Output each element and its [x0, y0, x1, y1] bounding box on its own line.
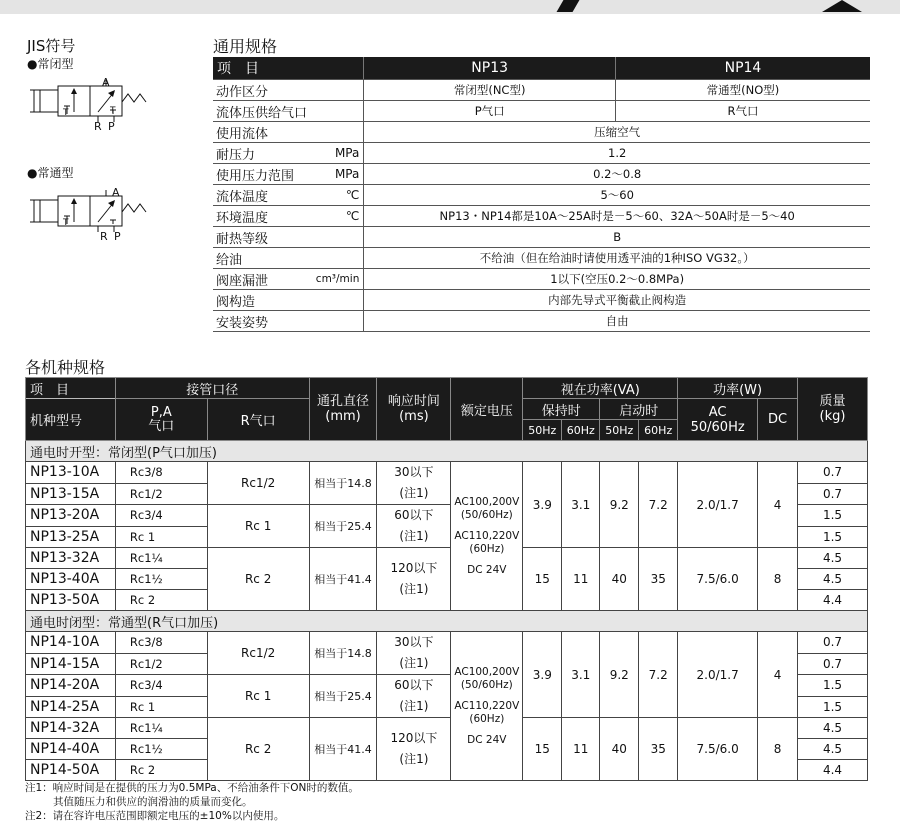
table-row [26, 718, 868, 739]
note-2: 注2：请在容许电压范围即额定电压的±10%以内使用。 [25, 810, 285, 822]
general-row-unit: cm³/min [316, 269, 364, 290]
general-row-unit: MPa [316, 143, 364, 164]
power-dc: 4 [758, 462, 798, 548]
response-b: (注1) [399, 582, 429, 596]
power-hold50: 15 [523, 718, 562, 781]
nc-port-t: T [63, 108, 69, 118]
r-port: Rc1/2 [207, 632, 309, 675]
power-start50: 40 [600, 718, 639, 781]
voltage-ac100-hz: (50/60Hz) [460, 678, 513, 691]
r-port: Rc 1 [207, 505, 309, 548]
power-ac: 2.0/1.7 [678, 462, 758, 548]
general-row [213, 290, 870, 311]
general-row [213, 143, 870, 164]
power-start60: 7.2 [639, 462, 678, 548]
nc-port-p: P [108, 120, 115, 133]
nc-port-a: A [102, 76, 110, 89]
general-row-unit: ℃ [316, 185, 364, 206]
response-label: 响应时间 [387, 394, 440, 409]
power-start50: 9.2 [600, 632, 639, 718]
voltage-dc24: DC 24V [467, 733, 507, 746]
general-header-np14: NP14 [615, 57, 870, 80]
general-row-label: 使用流体 [213, 122, 364, 143]
general-row [213, 311, 870, 332]
general-row-unit: ℃ [316, 206, 364, 227]
model-name: NP13-50A [26, 590, 116, 611]
model-name: NP14-40A [26, 739, 116, 760]
mass-value: 0.7 [798, 483, 868, 505]
general-header-row [213, 57, 870, 80]
table-row [26, 462, 868, 484]
response-a: 60以下 [394, 508, 434, 522]
voltage-ac100-hz: (50/60Hz) [460, 508, 513, 521]
voltage-ac100: AC100,200V [454, 495, 520, 508]
model-header-row-1 [26, 378, 868, 399]
voltage-ac110: AC110,220V [454, 699, 520, 712]
table-row [26, 548, 868, 569]
mass-value: 4.4 [798, 760, 868, 781]
section-row [26, 441, 868, 462]
nc-port-r: R [94, 120, 102, 133]
model-name: NP14-15A [26, 653, 116, 675]
orifice-value: 相当于14.8 [309, 632, 377, 675]
response-value [377, 505, 451, 548]
response-b: (注1) [399, 656, 429, 670]
general-spec-table [213, 57, 870, 332]
general-row-label: 流体温度 [213, 185, 316, 206]
orifice-value: 相当于41.4 [309, 718, 377, 781]
no-port-a: A [112, 186, 120, 199]
table-row [26, 632, 868, 654]
model-header-mass [798, 378, 868, 441]
general-row-unit: MPa [316, 164, 364, 185]
voltage-ac110-hz: (60Hz) [469, 712, 505, 725]
model-header-orifice [309, 378, 377, 441]
power-start50: 9.2 [600, 462, 639, 548]
jis-title: JIS符号 [27, 37, 76, 55]
model-spec-table [25, 377, 868, 781]
power-hold60: 3.1 [562, 462, 600, 548]
mass-value: 1.5 [798, 505, 868, 527]
power-hold60: 11 [562, 548, 600, 611]
model-header-ac [678, 399, 758, 441]
mass-value: 4.5 [798, 718, 868, 739]
general-row [213, 164, 870, 185]
general-row-value: 1.2 [364, 143, 870, 164]
response-value [377, 718, 451, 781]
general-row-np13: P气口 [364, 101, 616, 122]
general-row [213, 248, 870, 269]
r-port: Rc1/2 [207, 462, 309, 505]
general-row-value: 5〜60 [364, 185, 870, 206]
general-title: 通用规格 [213, 37, 278, 56]
general-row-label: 流体压供给气口 [213, 101, 364, 122]
general-row-label: 安装姿势 [213, 311, 364, 332]
no-port-r: R [100, 230, 108, 243]
model-name: NP13-10A [26, 462, 116, 484]
model-header-voltage: 额定电压 [451, 378, 523, 441]
power-start60: 35 [639, 718, 678, 781]
hold-60hz: 60Hz [562, 420, 600, 441]
general-row-value: 内部先导式平衡截止阀构造 [364, 290, 870, 311]
mass-value: 0.7 [798, 462, 868, 484]
general-row-label: 环境温度 [213, 206, 316, 227]
response-value [377, 632, 451, 675]
power-start50: 40 [600, 548, 639, 611]
general-row [213, 227, 870, 248]
note-1: 注1：响应时间是在提供的压力为0.5MPa、不给油条件下ON时的数值。 [25, 782, 359, 794]
section-label: 通电时开型：常闭型(P气口加压) [26, 441, 868, 462]
mass-value: 4.5 [798, 569, 868, 590]
voltage-dc24: DC 24V [467, 563, 507, 576]
model-header-start: 启动时 [600, 399, 678, 420]
top-deco-triangle [822, 0, 862, 12]
response-b: (注1) [399, 752, 429, 766]
model-header-port: 接管口径 [115, 378, 309, 399]
mass-value: 4.5 [798, 739, 868, 760]
pa-port: Rc 1 [115, 526, 207, 548]
no-port-p: P [114, 230, 121, 243]
pa-port: Rc 2 [115, 760, 207, 781]
pa-port: Rc1/2 [115, 483, 207, 505]
general-row-value: 压缩空气 [364, 122, 870, 143]
pa-port: Rc3/8 [115, 462, 207, 484]
orifice-value: 相当于25.4 [309, 505, 377, 548]
general-row [213, 185, 870, 206]
mass-value: 1.5 [798, 526, 868, 548]
general-row-label: 耐热等级 [213, 227, 364, 248]
no-port-t: T [63, 218, 69, 228]
pa-port: Rc1/2 [115, 653, 207, 675]
general-row [213, 122, 870, 143]
model-header-rport: R气口 [207, 399, 309, 441]
voltage-ac110: AC110,220V [454, 529, 520, 542]
mass-value: 1.5 [798, 675, 868, 697]
power-start60: 35 [639, 548, 678, 611]
general-header-item: 项 目 [213, 57, 364, 80]
mass-unit: (kg) [819, 409, 846, 424]
pa-port: Rc3/8 [115, 632, 207, 654]
power-ac: 7.5/6.0 [678, 718, 758, 781]
pa-port: Rc1½ [115, 739, 207, 760]
mass-value: 1.5 [798, 696, 868, 718]
pa-port: Rc1¼ [115, 548, 207, 569]
model-name: NP14-20A [26, 675, 116, 697]
power-hold50: 3.9 [523, 462, 562, 548]
r-port: Rc 2 [207, 548, 309, 611]
mass-value: 0.7 [798, 653, 868, 675]
pa-port: Rc3/4 [115, 505, 207, 527]
pa-port: Rc3/4 [115, 675, 207, 697]
model-name: NP13-15A [26, 483, 116, 505]
model-name: NP14-32A [26, 718, 116, 739]
orifice-unit: (mm) [325, 409, 361, 424]
general-row-value: B [364, 227, 870, 248]
general-row-value: 自由 [364, 311, 870, 332]
power-start60: 7.2 [639, 632, 678, 718]
voltage-value [451, 632, 523, 781]
power-dc: 4 [758, 632, 798, 718]
model-header-pa [115, 399, 207, 441]
response-a: 120以下 [390, 731, 438, 745]
model-header-model: 机种型号 [26, 399, 116, 441]
no-label: ●常通型 [27, 166, 74, 180]
response-a: 60以下 [394, 678, 434, 692]
power-ac: 7.5/6.0 [678, 548, 758, 611]
response-a: 30以下 [394, 635, 434, 649]
response-value [377, 548, 451, 611]
response-b: (注1) [399, 699, 429, 713]
pa-port: Rc 1 [115, 696, 207, 718]
power-hold50: 3.9 [523, 632, 562, 718]
power-hold60: 11 [562, 718, 600, 781]
section-row [26, 611, 868, 632]
general-row-np14: R气口 [615, 101, 870, 122]
pa-port: Rc 2 [115, 590, 207, 611]
hold-50hz: 50Hz [523, 420, 562, 441]
model-name: NP13-25A [26, 526, 116, 548]
general-row-value: 1以下(空压0.2〜0.8MPa) [364, 269, 870, 290]
general-row-value: 不给油（但在给油时请使用透平油的1种ISO VG32。） [364, 248, 870, 269]
model-spec-body [26, 441, 868, 781]
nc-port-t2: T [110, 106, 116, 116]
mass-value: 4.4 [798, 590, 868, 611]
note-1b: 其值随压力和供应的润滑油的质量而变化。 [53, 796, 253, 808]
orifice-value: 相当于41.4 [309, 548, 377, 611]
orifice-value: 相当于14.8 [309, 462, 377, 505]
power-dc: 8 [758, 718, 798, 781]
general-row-label: 阀座漏泄 [213, 269, 316, 290]
power-hold50: 15 [523, 548, 562, 611]
mass-value: 0.7 [798, 632, 868, 654]
general-row-value: 0.2〜0.8 [364, 164, 870, 185]
orifice-label: 通孔直径 [317, 394, 370, 409]
mass-value: 4.5 [798, 548, 868, 569]
general-header-np13: NP13 [364, 57, 616, 80]
model-header-response [377, 378, 451, 441]
model-name: NP13-20A [26, 505, 116, 527]
model-name: NP13-40A [26, 569, 116, 590]
start-60hz: 60Hz [639, 420, 678, 441]
power-ac: 2.0/1.7 [678, 632, 758, 718]
pa-label-2: 气口 [148, 418, 175, 434]
response-unit: (ms) [399, 409, 429, 424]
model-header-dc: DC [758, 399, 798, 441]
general-row [213, 206, 870, 227]
response-b: (注1) [399, 486, 429, 500]
voltage-ac110-hz: (60Hz) [469, 542, 505, 555]
mass-label: 质量 [819, 394, 846, 409]
r-port: Rc 1 [207, 675, 309, 718]
no-valve-symbol [20, 186, 170, 246]
model-header-item: 项 目 [26, 378, 116, 399]
pa-port: Rc1¼ [115, 718, 207, 739]
orifice-value: 相当于25.4 [309, 675, 377, 718]
general-row-value: NP13・NP14都是10A〜25A时是－5〜60、32A〜50A时是－5〜40 [364, 206, 870, 227]
r-port: Rc 2 [207, 718, 309, 781]
power-dc: 8 [758, 548, 798, 611]
pa-port: Rc1½ [115, 569, 207, 590]
general-row-np14: 常通型(NO型) [615, 80, 870, 101]
model-name: NP14-10A [26, 632, 116, 654]
general-row-label: 给油 [213, 248, 364, 269]
general-row [213, 101, 870, 122]
ac-hz-label: 50/60Hz [690, 419, 745, 435]
footnotes [25, 781, 359, 823]
nc-label: ●常闭型 [27, 57, 74, 71]
general-row-np13: 常闭型(NC型) [364, 80, 616, 101]
model-header-power: 功率(W) [678, 378, 798, 399]
model-header-hold: 保持时 [523, 399, 600, 420]
model-name: NP14-25A [26, 696, 116, 718]
ac-label: AC [708, 404, 727, 420]
pa-label: P,A [150, 404, 172, 420]
general-row-label: 阀构造 [213, 290, 364, 311]
general-row [213, 269, 870, 290]
general-row-label: 动作区分 [213, 80, 364, 101]
general-row-label: 耐压力 [213, 143, 316, 164]
voltage-ac100: AC100,200V [454, 665, 520, 678]
general-row-label: 使用压力范围 [213, 164, 316, 185]
general-row [213, 80, 870, 101]
top-banner [0, 0, 900, 14]
power-hold60: 3.1 [562, 632, 600, 718]
section-label: 通电时闭型：常通型(R气口加压) [26, 611, 868, 632]
model-header-apparent: 视在功率(VA) [523, 378, 678, 399]
voltage-value [451, 462, 523, 611]
model-name: NP14-50A [26, 760, 116, 781]
response-a: 120以下 [390, 561, 438, 575]
response-b: (注1) [399, 529, 429, 543]
response-a: 30以下 [394, 465, 434, 479]
model-name: NP13-32A [26, 548, 116, 569]
start-50hz: 50Hz [600, 420, 639, 441]
response-value [377, 462, 451, 505]
response-value [377, 675, 451, 718]
models-title: 各机种规格 [25, 358, 106, 377]
